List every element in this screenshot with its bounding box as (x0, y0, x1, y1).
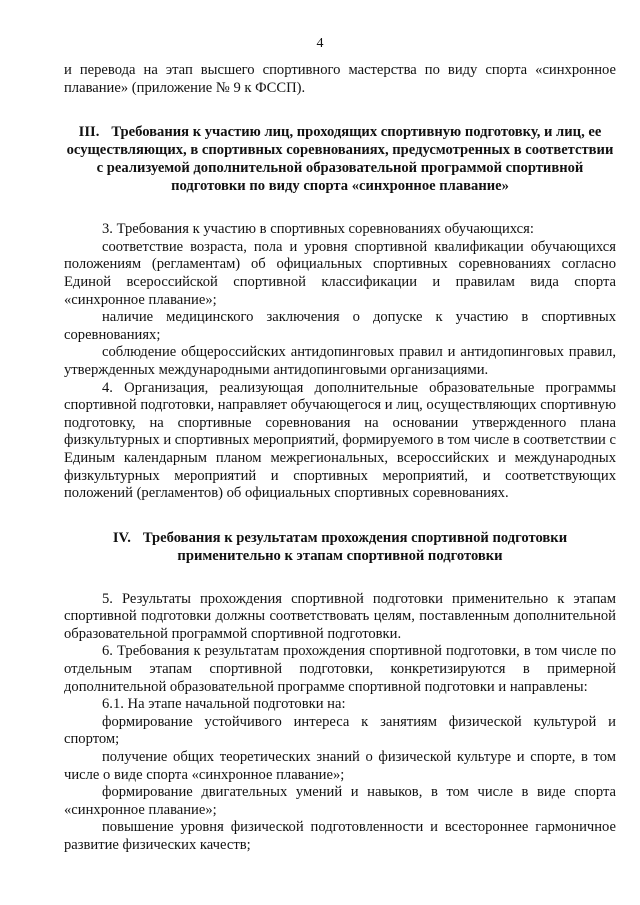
section-4-heading (64, 529, 616, 565)
section-3-title: Требования к участию лиц, проходящих спортивную подготовку, и лиц, ее осуществляющих, в спортивных соревнованиях, предусмотренных в соответствии с реализуемой дополнительной образовательной программой спортивной подготовки по виду спорта «синхронное плавание» (66, 124, 614, 195)
paragraph: 5. Результаты прохождения спортивной подготовки применительно к этапам спортивной подготовки должны соответствовать целям, поставленным дополнительной образовательной программой спортивной подготовки. (64, 590, 616, 642)
paragraph: 3. Требования к участию в спортивных соревнованиях обучающихся: (102, 221, 534, 238)
page-number: 4 (316, 36, 324, 51)
paragraph: формирование двигательных умений и навыков, в том числе в виде спорта «синхронное плавание»; (64, 784, 616, 818)
section-3-number: III. (78, 124, 100, 141)
paragraph: формирование устойчивого интереса к занятиям физической культурой и спортом; (64, 713, 616, 748)
paragraph: соблюдение общероссийских антидопинговых правил и антидопинговых правил, утвержденных международными антидопинговыми организациями. (64, 344, 616, 378)
paragraph: 4. Организация, реализующая дополнительные образовательные программы спортивной подготовки, направляет обучающегося и лиц, осуществляющих спортивную подготовку, на спортивные соревнования на основании утвержденного плана физкультурных и спортивных мероприятий, формируемого в том числе в соответствии с Единым календарным планом межрегиональных, всероссийских и международных физкультурных мероприятий и спортивных мероприятий, и соответствующих положений (регламентов) об официальных спортивных соревнованиях. (64, 379, 616, 502)
paragraph: повышение уровня физической подготовленности и всестороннее гармоничное развитие физических качеств; (64, 819, 616, 853)
document-body (64, 62, 616, 855)
paragraph: получение общих теоретических знаний о физической культуре и спорте, в том числе о виде спорта «синхронное плавание»; (64, 749, 616, 783)
section-4-title: Требования к результатам прохождения спортивной подготовки применительно к этапам спортивной подготовки (142, 529, 568, 564)
paragraph: 6. Требования к результатам прохождения спортивной подготовки, в том числе по отдельным этапам спортивной подготовки, конкретизируются в примерной дополнительной образовательной программе спортивной подготовки и направлены: (64, 643, 616, 695)
paragraph: наличие медицинского заключения о допуске к участию в спортивных соревнованиях; (64, 309, 616, 343)
section-3-heading (64, 123, 616, 195)
paragraph: соответствие возраста, пола и уровня спортивной квалификации обучающихся положениям (регламентам) об официальных спортивных соревнованиях согласно Единой всероссийской спортивной классификации и правилам вида спорта «синхронное плавание»; (64, 238, 616, 308)
intro-paragraph: и перевода на этап высшего спортивного мастерства по виду спорта «синхронное плавание» (приложение № 9 к ФССП). (64, 62, 616, 96)
paragraph: 6.1. На этапе начальной подготовки на: (102, 696, 346, 713)
section-4-number: IV. (112, 529, 131, 546)
